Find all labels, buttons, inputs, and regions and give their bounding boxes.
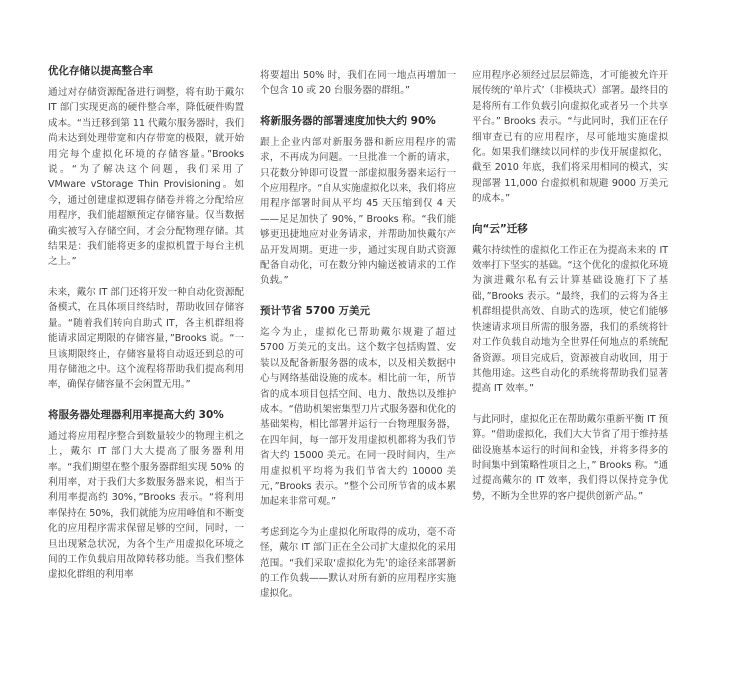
heading-projected-savings: 预计节省 5700 万美元 [260,304,371,317]
paragraph: 戴尔持续性的虚拟化工作正在为提高未来的 IT 效率打下坚实的基础。“这个优化的虚拟化环境为演进戴尔私有云计算基础设施打下了基础，”Brooks 表示。“最终，我们的云将为各主机群组提供高效、自助式的选项，使它们能够快速请求项目所需的服务器，我们的系统将针对工作负载自动地为全世界任何地点的系统配备资源。项目完成后，资源被自动收回，用于其他用途。这些自动化的系统将帮助我们显著提高 IT 效率。” [472,244,668,395]
paragraph: 考虑到迄今为止虚拟化所取得的成功，毫不奇怪，戴尔 IT 部门正在全公司扩大虚拟化的采用范围。“我们采取‘虚拟化为先’的途径来部署新的工作负载——默认对所有新的应用程序实施虚拟化。 [260,526,456,600]
paragraph: 通过对存储资源配备进行调整，将有助于戴尔 IT 部门实现更高的硬件整合率，降低硬件购置成本。“当迁移到第 11 代戴尔服务器时，我们尚未达到处理带宽和内存带宽的极限，就开始用完每个虚拟化环境的存储容量。”Brooks 说。“为了解决这个问题，我们采用了 VMware vStorage Thin Provisioning。如今，通过创建虚拟逻辑存储卷并将之分配给应用程序，我们能超额预定存储容量。仅当数据确实被写入存储空间，才会分配物理存储。其结果是：我们能将更多的虚拟机置于每台主机之上。” [48,87,244,268]
paragraph: 将要超出 50% 时，我们在同一地点再增加一个包含 10 或 20 台服务器的群组。” [260,70,456,97]
column-left [48,64,244,598]
paragraph: 应用程序必须经过层层筛选，才可能被允许开展传统的‘单片式’（非模块式）部署。最终目的是将所有工作负载引向虚拟化或者另一个共享平台。” Brooks 表示。“与此同时，我们正在仔细审查已有的应用程序，尽可能地实施虚拟化。如果我们继续以同样的步伐开展虚拟化，截至 2010 年底，我们将采用相同的模式，实现部署 11,000 台虚拟机和规避 9000 万美元的成本。” [472,70,668,205]
paragraph: 与此同时，虚拟化正在帮助戴尔重新平衡 IT 预算。“借助虚拟化，我们大大节省了用于维持基础设施基本运行的时间和金钱，并将多得多的时间集中到策略性项目之上，” Brooks 称。“通过提高戴尔的 IT 效率，我们得以保持竞争优势，不断为全世界的客户提供创新产品。” [472,413,668,502]
heading-processor-utilization: 将服务器处理器利用率提高大约 30% [48,408,224,421]
paragraph: 迄今为止，虚拟化已帮助戴尔规避了超过 5700 万美元的支出。这个数字包括购置、安装以及配备新服务器的成本，以及相关数据中心与网络基础设施的成本。相比前一年，所节省的成本项目包括空间、电力、散热以及维护成本。“借助机架密集型刀片式服务器和优化的基础架构，相比部署并运行一台物理服务器，在四年间，每一部开发用虚拟机都将为我们节省大约 15000 美元。在同一段时间内，生产用虚拟机平均将为我们节省大约 10000 美元，”Brooks 表示。“整个公司所节省的成本累加起来非常可观。” [260,326,456,508]
paragraph: 跟上企业内部对新服务器和新应用程序的需求，不再成为问题。一旦批准一个新的请求，只花数分钟即可设置一部虚拟服务器来运行一个应用程序。“自从实施虚拟化以来，我们将应用程序部署时间从平均 45 天压缩到仅 4 天——足足加快了 90%，” Brooks 称。“我们能够更迅捷地应对业务请求，并帮助加快戴尔产品开发周期。更进一步，通过实现自助式资源配备自动化，可在数分钟内输送被请求的工作负载。” [260,136,456,287]
paragraph: 通过将应用程序整合到数量较少的物理主机之上，戴尔 IT 部门大大提高了服务器利用率。“我们期望在整个服务器群组实现 50% 的利用率，对于我们大多数服务器来说，相当于利用率提高约 30%，”Brooks 表示。“将利用率保持在 50%，我们就能为应用峰值和不断变化的应用程序需求保留足够的空间，同时，一旦出现紧急状况，为各个生产用虚拟化环境之间的工作负载启用故障转移功能。当我们整体虚拟化群组的利用率 [48,430,244,581]
column-middle [260,68,456,617]
column-right [472,68,668,519]
paragraph: 未来，戴尔 IT 部门还将开发一种自动化资源配备模式，在具体项目终结时，帮助收回存储容量。“随着我们转向自助式 IT，各主机群组将能请求固定期限的存储容量，”Brooks 说。“一旦该期限终止，存储容量将自动返还到总的可用存储池之中。这个流程将帮助我们提高利用率，确保存储容量不会闲置无用。” [48,286,244,391]
heading-storage-optimization: 优化存储以提高整合率 [48,65,153,77]
heading-move-to-cloud: 向“云”迁移 [472,222,528,235]
heading-deployment-speed: 将新服务器的部署速度加快大约 90% [260,114,436,127]
